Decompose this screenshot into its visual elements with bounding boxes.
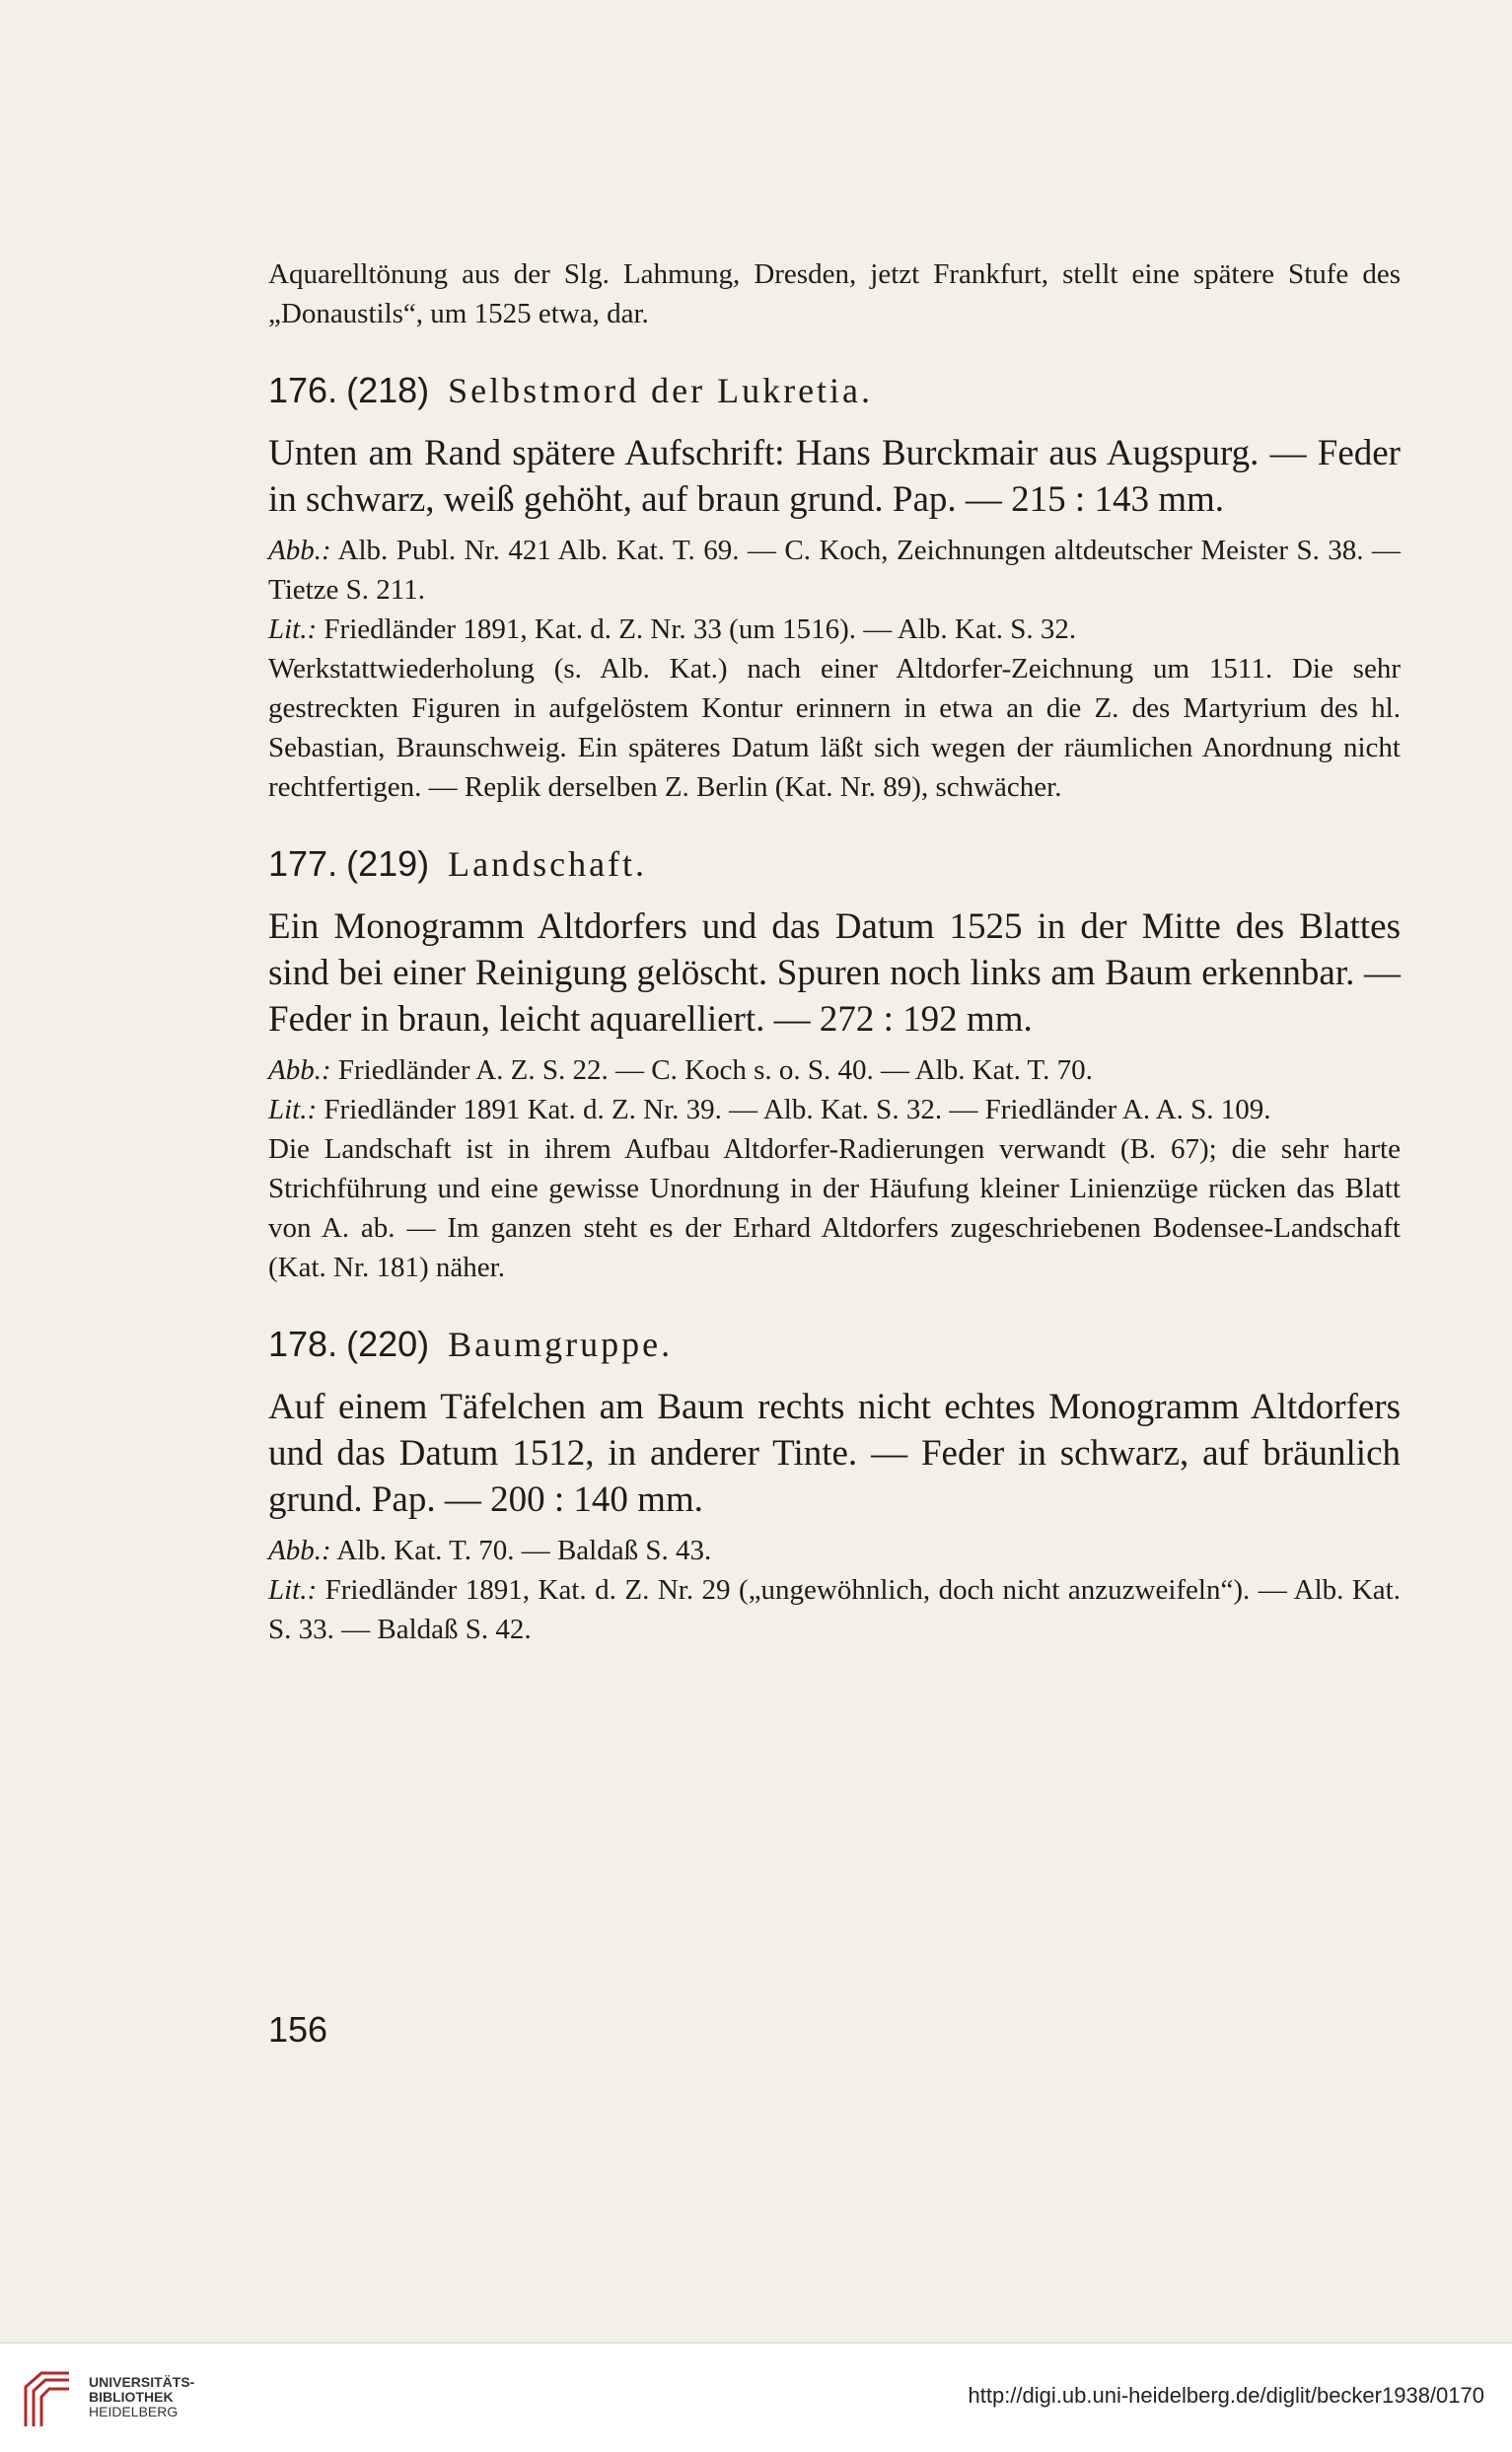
entry-lit [268,1570,1401,1649]
entry-title: Baumgruppe. [448,1325,674,1364]
entry-heading [268,369,1401,412]
page-content [268,254,1401,1649]
entry-abb [268,1531,1401,1570]
entry-abb [268,1050,1401,1090]
abb-text: Friedländer A. Z. S. 22. — C. Koch s. o. S. 40. — Alb. Kat. T. 70. [337,1054,1093,1086]
abb-label: Abb.: [268,535,331,566]
digitization-footer [0,2343,1512,2452]
lit-label: Lit.: [268,1094,318,1125]
abb-text: Alb. Kat. T. 70. — Baldaß S. 43. [336,1535,712,1566]
lit-text: Friedländer 1891, Kat. d. Z. Nr. 33 (um 1516). — Alb. Kat. S. 32. [324,613,1077,645]
entry-title: Landschaft. [448,844,648,884]
intro-paragraph: Aquarelltönung aus der Slg. Lahmung, Dresden, jetzt Frankfurt, stellt eine spätere Stufe des „Donaustils“, um 1525 etwa, dar. [268,258,1401,329]
entry-lit [268,610,1401,649]
entry-description: Auf einem Täfelchen am Baum rechts nicht echtes Monogramm Altdorfers und das Datum 1512, in anderer Tinte. — Feder in schwarz, auf bräunlich grund. Pap. — 200 : 140 mm. [268,1387,1401,1520]
lit-text: Friedländer 1891, Kat. d. Z. Nr. 29 („ungewöhnlich, doch nicht anzuzweifeln“). — Alb. Kat. S. 33. — Baldaß S. 42. [268,1574,1401,1645]
entry-description: Unten am Rand spätere Aufschrift: Hans Burckmair aus Augspurg. — Feder in schwarz, weiß gehöht, auf braun grund. Pap. — 215 : 143 mm. [268,433,1401,520]
lit-label: Lit.: [268,1574,318,1606]
entry-number: 176. [268,370,338,410]
entry-comment: Werkstattwiederholung (s. Alb. Kat.) nach einer Altdorfer-Zeichnung um 1511. Die sehr gestreckten Figuren in aufgelöstem Kontur erinnern in etwa an die Z. des Martyrium des hl. Sebastian, Braunschweig. Ein späteres Datum läßt sich wegen der räumlichen Anordnung nicht rechtfertigen. — Replik derselben Z. Berlin (Kat. Nr. 89), schwächer. [268,653,1401,803]
entry-ref: (219) [346,843,430,884]
entry-description: Ein Monogramm Altdorfers und das Datum 1525 in der Mitte des Blattes sind bei einer Reinigung gelöscht. Spuren noch links am Baum erkennbar. — Feder in braun, leicht aquarelliert. — 272 : 192 mm. [268,906,1401,1040]
lit-text: Friedländer 1891 Kat. d. Z. Nr. 39. — Alb. Kat. S. 32. — Friedländer A. A. S. 109. [324,1094,1271,1125]
entry-ref: (220) [346,1324,430,1364]
abb-label: Abb.: [268,1054,331,1086]
entry-heading [268,842,1401,886]
abb-text: Alb. Publ. Nr. 421 Alb. Kat. T. 69. — C. Koch, Zeichnungen altdeutscher Meister S. 38. — Tietze S. 211. [268,535,1402,606]
catalog-entry-176 [268,369,1401,807]
entry-number: 177. [268,843,338,884]
entry-ref: (218) [346,370,430,410]
library-logo-icon [22,2367,73,2430]
catalog-entry-178 [268,1323,1401,1649]
entry-lit [268,1090,1401,1129]
lit-label: Lit.: [268,613,318,645]
catalog-entry-177 [268,842,1401,1287]
entry-title: Selbstmord der Lukretia. [448,371,874,410]
entry-abb [268,531,1401,610]
entry-number: 178. [268,1324,338,1364]
library-name: UNIVERSITÄTS- BIBLIOTHEK HEIDELBERG [89,2374,195,2419]
entry-heading [268,1323,1401,1366]
page-number: 156 [268,2009,328,2050]
permalink-url[interactable]: http://digi.ub.uni-heidelberg.de/diglit/becker1938/0170 [968,2383,1484,2408]
abb-label: Abb.: [268,1535,331,1566]
entry-comment: Die Landschaft ist in ihrem Aufbau Altdorfer-Radierungen verwandt (B. 67); die sehr harte Strichführung und eine gewisse Unordnung in der Häufung kleiner Linienzüge rücken das Blatt von A. ab. — Im ganzen steht es der Erhard Altdorfers zugeschriebenen Bodensee-Landschaft (Kat. Nr. 181) näher. [268,1133,1401,1283]
